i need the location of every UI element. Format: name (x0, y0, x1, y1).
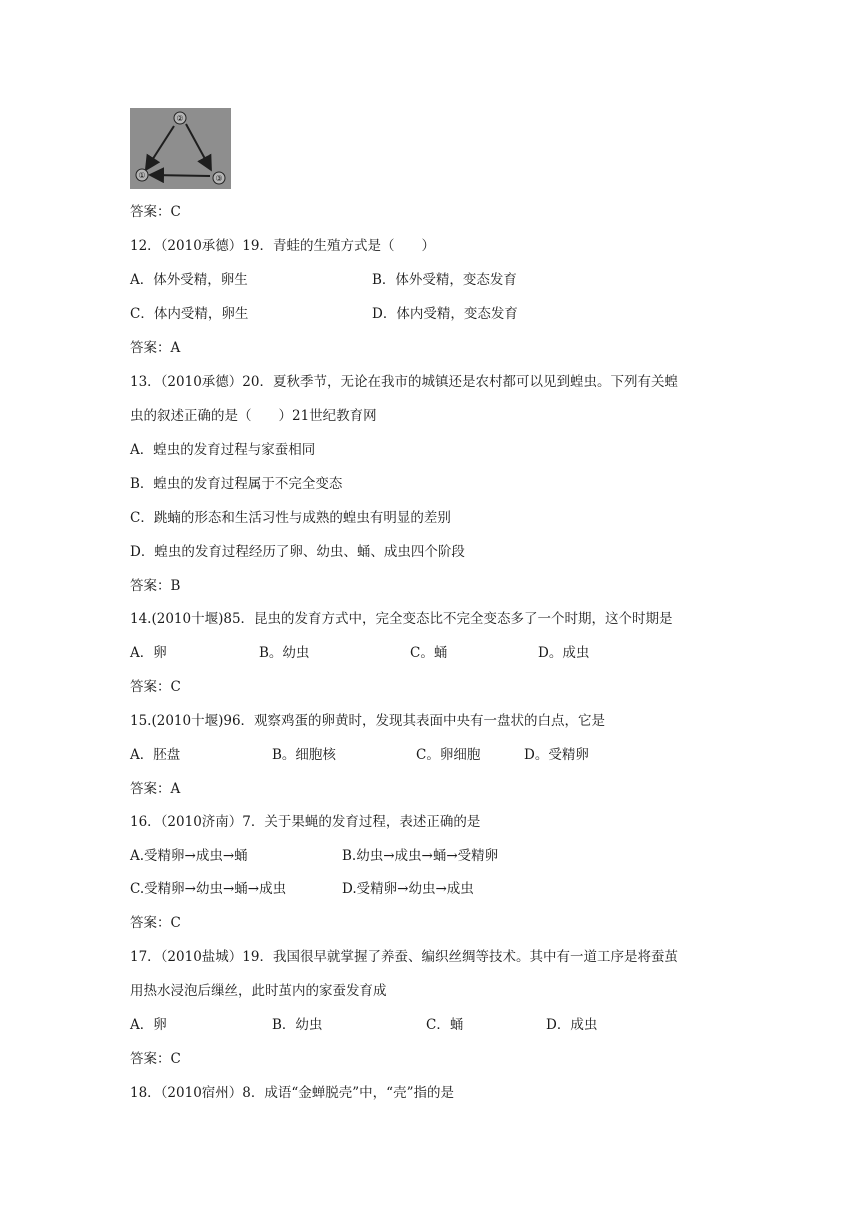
arrow-2-to-3 (186, 124, 210, 168)
answer-line: 答案：C (130, 679, 181, 695)
option-a: A.受精卵→成虫→蛹 (130, 848, 248, 864)
answer-line: 答案：C (130, 204, 181, 220)
option-c: C.受精卵→幼虫→蛹→成虫 (130, 881, 287, 897)
option-b: B．蝗虫的发育过程属于不完全变态 (130, 476, 343, 492)
option-a: A．胚盘 (130, 747, 181, 763)
question-line: 12．（2010承德）19．青蛙的生殖方式是（ ） (130, 238, 435, 254)
question-line: 用热水浸泡后缫丝，此时茧内的家蚕发育成 (130, 983, 387, 999)
node-top (174, 112, 186, 124)
node-right (213, 172, 225, 184)
option-d: D．蝗虫的发育过程经历了卵、幼虫、蛹、成虫四个阶段 (130, 544, 465, 560)
answer-line: 答案：A (130, 340, 181, 356)
option-b: B．体外受精，变态发育 (372, 272, 517, 288)
option-d: D．体内受精，变态发育 (372, 306, 518, 322)
arrow-1-to-2 (147, 126, 174, 168)
node-left (136, 169, 148, 181)
answer-line: 答案：C (130, 915, 181, 931)
svg-text:①: ① (138, 171, 146, 180)
question-line: 15.(2010十堰)96．观察鸡蛋的卵黄时，发现其表面中央有一盘状的白点，它是 (130, 713, 606, 729)
option-d: D。成虫 (538, 645, 590, 661)
answer-line: 答案：B (130, 578, 181, 594)
question-line: 18．（2010宿州）8．成语“金蝉脱壳”中，“壳”指的是 (130, 1085, 454, 1101)
option-d: D．成虫 (546, 1017, 598, 1033)
option-c: C。卵细胞 (416, 747, 481, 763)
option-c: C．跳蝻的形态和生活习性与成熟的蝗虫有明显的差别 (130, 510, 451, 526)
option-b: B．幼虫 (272, 1017, 323, 1033)
cycle-diagram-figure (130, 108, 231, 189)
option-a: A．卵 (130, 645, 167, 661)
question-line: 13．（2010承德）20．夏秋季节，无论在我市的城镇还是农村都可以见到蝗虫。下列有关蝗 (130, 374, 678, 390)
option-c: C．蛹 (426, 1017, 464, 1033)
option-d: D。受精卵 (524, 747, 589, 763)
option-c: C。蛹 (410, 645, 448, 661)
option-c: C．体内受精，卵生 (130, 306, 249, 322)
option-a: A．卵 (130, 1017, 167, 1033)
option-b: B.幼虫→成虫→蛹→受精卵 (342, 848, 499, 864)
question-line: 14.(2010十堰)85．昆虫的发育方式中，完全变态比不完全变态多了一个时期，这个时期是 (130, 611, 673, 627)
answer-line: 答案：A (130, 781, 181, 797)
svg-text:③: ③ (215, 174, 223, 183)
arrow-3-to-1 (152, 175, 210, 176)
answer-line: 答案：C (130, 1051, 181, 1067)
option-d: D.受精卵→幼虫→成虫 (342, 881, 474, 897)
question-line: 虫的叙述正确的是（ ）21世纪教育网 (130, 408, 377, 424)
question-line: 16．（2010济南）7．关于果蝇的发育过程，表述正确的是 (130, 814, 481, 830)
cycle-diagram (130, 108, 231, 189)
option-a: A．体外受精，卵生 (130, 272, 248, 288)
option-a: A．蝗虫的发育过程与家蚕相同 (130, 442, 316, 458)
option-b: B。细胞核 (272, 747, 336, 763)
svg-text:②: ② (176, 114, 184, 123)
question-line: 17．（2010盐城）19．我国很早就掌握了养蚕、编织丝绸等技术。其中有一道工序是将蚕茧 (130, 949, 678, 965)
option-b: B。幼虫 (259, 645, 310, 661)
